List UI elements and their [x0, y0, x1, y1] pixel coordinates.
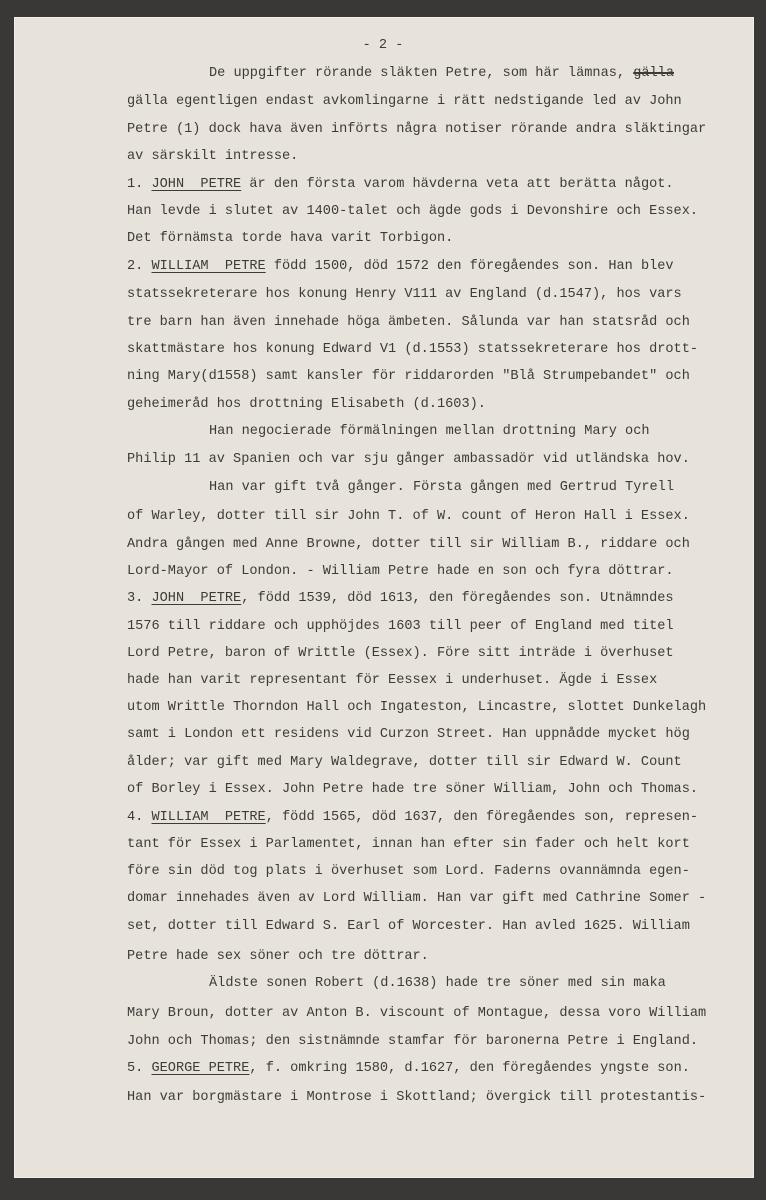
text-line — [127, 864, 690, 880]
text-line — [127, 591, 674, 607]
text-line — [127, 259, 674, 275]
text-segment: 5. — [127, 1061, 152, 1076]
text-segment: De uppgifter rörande släkten Petre, som här lämnas, — [209, 66, 634, 81]
text-segment: domar innehades även av Lord William. Han var gift med Cathrine Somer - — [127, 891, 707, 906]
text-segment: , f. omkring 1580, d.1627, den föregåendes yngste son. — [249, 1061, 690, 1076]
text-line — [127, 700, 706, 716]
text-line — [127, 949, 429, 965]
text-line — [127, 1006, 706, 1022]
text-segment: utom Writtle Thorndon Hall och Ingateston, Lincastre, slottet Dunkelagh — [127, 700, 707, 715]
text-segment: samt i London ett residens vid Curzon Street. Han uppnådde mycket hög — [127, 727, 690, 742]
text-line — [127, 537, 690, 553]
text-segment: född 1500, död 1572 den föregåendes son. Han blev — [265, 259, 674, 274]
text-line — [127, 810, 698, 826]
text-line — [127, 564, 674, 580]
text-segment: 2. — [127, 259, 152, 274]
text-segment: före sin död tog plats i överhuset som Lord. Faderns ovannämnda egen- — [127, 864, 690, 879]
text-line — [209, 976, 666, 992]
underlined-name: GEORGE PETRE — [151, 1061, 250, 1076]
text-segment: 4. — [127, 810, 152, 825]
text-line — [127, 397, 486, 413]
text-segment: tant för Essex i Parlamentet, innan han efter sin fader och helt kort — [127, 837, 690, 852]
text-segment: skattmästare hos konung Edward V1 (d.1553) statssekreterare hos drott- — [127, 342, 699, 357]
text-segment: Han var borgmästare i Montrose i Skottland; övergick till protestantis- — [127, 1090, 707, 1105]
text-line — [127, 1061, 690, 1077]
text-line — [127, 287, 682, 303]
text-segment: of Borley i Essex. John Petre hade tre söner William, John och Thomas. — [127, 782, 699, 797]
text-segment: , född 1565, död 1637, den föregåendes son, represen- — [265, 810, 699, 825]
text-segment: 1576 till riddare och upphöjdes 1603 till peer of England med titel — [127, 619, 674, 634]
text-segment: Han negocierade förmälningen mellan drottning Mary och — [209, 424, 650, 439]
underlined-name: JOHN PETRE — [151, 591, 242, 606]
text-segment: ning Mary(d1558) samt kansler för riddarorden "Blå Strumpebandet" och — [127, 369, 690, 384]
text-segment: Det förnämsta torde hava varit Torbigon. — [127, 231, 454, 246]
text-line — [127, 619, 674, 635]
text-segment: gälla egentligen endast avkomlingarne i rätt nedstigande led av John — [127, 94, 682, 109]
text-line — [127, 177, 674, 193]
text-line — [127, 1034, 698, 1050]
underlined-name: JOHN PETRE — [151, 177, 242, 192]
text-segment: statssekreterare hos konung Henry V111 av England (d.1547), hos vars — [127, 287, 682, 302]
text-segment: Petre hade sex söner och tre döttrar. — [127, 949, 429, 964]
text-line — [127, 1090, 706, 1106]
text-segment: 3. — [127, 591, 152, 606]
text-line — [127, 452, 690, 468]
text-segment: Lord-Mayor of London. - William Petre hade en son och fyra döttrar. — [127, 564, 674, 579]
text-line — [127, 315, 690, 331]
text-segment: Lord Petre, baron of Writtle (Essex). Före sitt inträde i överhuset — [127, 646, 674, 661]
text-segment: John och Thomas; den sistnämnde stamfar för baronerna Petre i England. — [127, 1034, 699, 1049]
text-line — [127, 204, 698, 220]
text-line — [127, 122, 706, 138]
text-line — [209, 480, 674, 496]
text-segment: Äldste sonen Robert (d.1638) hade tre söner med sin maka — [209, 976, 666, 991]
text-line — [209, 424, 650, 440]
text-segment: set, dotter till Edward S. Earl of Worcester. Han avled 1625. William — [127, 919, 690, 934]
text-line — [127, 919, 690, 935]
text-line — [127, 782, 698, 798]
text-line — [127, 727, 690, 743]
underlined-name: WILLIAM PETRE — [151, 259, 266, 274]
text-segment: Andra gången med Anne Browne, dotter till sir William B., riddare och — [127, 537, 690, 552]
text-line — [127, 891, 706, 907]
text-segment: tre barn han även innehade höga ämbeten. Sålunda var han statsråd och — [127, 315, 690, 330]
text-segment: Han levde i slutet av 1400-talet och ägde gods i Devonshire och Essex. — [127, 204, 699, 219]
text-segment: hade han varit representant för Eessex i underhuset. Ägde i Essex — [127, 673, 658, 688]
text-segment: , född 1539, död 1613, den föregåendes son. Utnämndes — [241, 591, 674, 606]
text-line — [127, 673, 657, 689]
text-line — [127, 94, 682, 110]
text-segment: of Warley, dotter till sir John T. of W. count of Heron Hall i Essex. — [127, 509, 690, 524]
text-line — [127, 837, 690, 853]
text-line — [127, 369, 690, 385]
text-line — [127, 149, 298, 165]
text-segment: geheimeråd hos drottning Elisabeth (d.1603). — [127, 397, 486, 412]
text-segment: ålder; var gift med Mary Waldegrave, dotter till sir Edward W. Count — [127, 755, 682, 770]
text-segment: är den första varom hävderna veta att berätta något. — [241, 177, 674, 192]
text-line — [127, 755, 682, 771]
text-line — [127, 342, 698, 358]
underlined-name: WILLIAM PETRE — [151, 810, 266, 825]
text-line — [127, 231, 453, 247]
text-segment: Mary Broun, dotter av Anton B. viscount of Montague, dessa voro William — [127, 1006, 707, 1021]
text-segment: Han var gift två gånger. Första gången med Gertrud Tyrell — [209, 480, 674, 495]
text-line — [209, 66, 674, 82]
text-segment: Philip 11 av Spanien och var sju gånger ambassadör vid utländska hov. — [127, 452, 690, 467]
text-segment: 1. — [127, 177, 152, 192]
text-segment: av särskilt intresse. — [127, 149, 299, 164]
text-segment: Petre (1) dock hava även införts några notiser rörande andra släktingar — [127, 122, 707, 137]
struck-word: gälla — [633, 66, 674, 81]
page-number: - 2 - — [362, 38, 404, 53]
text-line — [127, 646, 674, 662]
text-line — [127, 509, 690, 525]
